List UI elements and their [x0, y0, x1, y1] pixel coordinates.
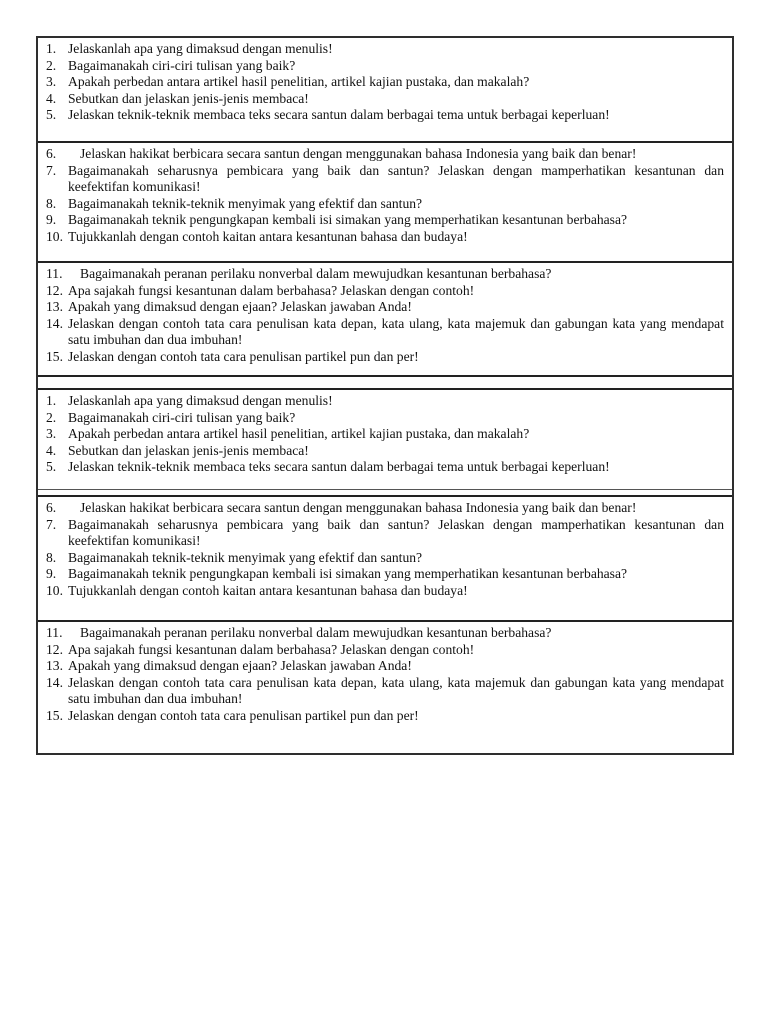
item-number: 4. — [46, 90, 57, 106]
item-text: Tujukkanlah dengan contoh kaitan antara kesantunan bahasa dan budaya! — [68, 582, 468, 598]
question-item — [46, 625, 724, 642]
item-text: Bagaimanakah ciri-ciri tulisan yang baik? — [68, 409, 296, 425]
item-text: Jelaskan teknik-teknik membaca teks secara santun dalam berbagai tema untuk berbagai keperluan! — [68, 459, 610, 475]
item-text: Jelaskan dengan contoh tata cara penulisan kata depan, kata ulang, kata majemuk dan gabungan kata yang mendapat satu imbuhan dan dua imbuhan! — [68, 315, 724, 348]
item-number: 14. — [46, 315, 63, 331]
item-number: 10. — [46, 582, 63, 598]
question-item — [46, 410, 724, 427]
item-number: 6. — [46, 146, 57, 161]
question-item — [46, 107, 724, 124]
item-text: Bagaimanakah peranan perilaku nonverbal dalam mewujudkan kesantunan berbahasa? — [80, 625, 552, 640]
question-item — [46, 500, 724, 517]
item-number: 15. — [46, 348, 63, 364]
item-text: Jelaskan dengan contoh tata cara penulisan partikel pun dan per! — [68, 348, 419, 364]
item-text: Bagaimanakah ciri-ciri tulisan yang baik? — [68, 57, 296, 73]
item-text: Bagaimanakah seharusnya pembicara yang baik dan santun? Jelaskan dengan mamperhatikan kesantunan dan keefektifan komunikasi! — [68, 162, 724, 195]
item-number: 9. — [46, 566, 57, 582]
item-number: 11. — [46, 266, 63, 281]
item-number: 3. — [46, 426, 57, 442]
question-item — [46, 41, 724, 58]
item-number: 5. — [46, 459, 57, 475]
item-text: Sebutkan dan jelaskan jenis-jenis membaca! — [68, 90, 309, 106]
item-number: 3. — [46, 74, 57, 90]
item-number: 2. — [46, 409, 57, 425]
item-text: Jelaskan hakikat berbicara secara santun dengan menggunakan bahasa Indonesia yang baik dan benar! — [80, 500, 637, 515]
item-number: 2. — [46, 57, 57, 73]
question-item — [46, 443, 724, 460]
question-item — [46, 229, 724, 246]
item-text: Jelaskan teknik-teknik membaca teks secara santun dalam berbagai tema untuk berbagai keperluan! — [68, 107, 610, 123]
question-item — [46, 550, 724, 567]
question-item — [46, 299, 724, 316]
item-number: 13. — [46, 658, 63, 674]
question-item — [46, 642, 724, 659]
item-number: 1. — [46, 393, 57, 408]
item-number: 15. — [46, 707, 63, 723]
item-text: Jelaskan hakikat berbicara secara santun dengan menggunakan bahasa Indonesia yang baik dan benar! — [80, 146, 637, 161]
question-item — [46, 146, 724, 163]
item-text: Apakah yang dimaksud dengan ejaan? Jelaskan jawaban Anda! — [68, 658, 412, 674]
item-number: 8. — [46, 549, 57, 565]
item-text: Apa sajakah fungsi kesantunan dalam berbahasa? Jelaskan dengan contoh! — [68, 641, 475, 657]
question-sheet — [36, 36, 734, 755]
item-number: 12. — [46, 641, 63, 657]
question-box-3 — [38, 263, 732, 375]
item-text: Sebutkan dan jelaskan jenis-jenis membaca! — [68, 442, 309, 458]
item-text: Bagaimanakah teknik pengungkapan kembali isi simakan yang memperhatikan kesantunan berbahasa? — [68, 566, 628, 582]
question-item — [46, 708, 724, 725]
question-item — [46, 266, 724, 283]
item-text: Jelaskanlah apa yang dimaksud dengan menulis! — [68, 393, 333, 408]
question-item — [46, 675, 724, 708]
question-item — [46, 196, 724, 213]
question-item — [46, 517, 724, 550]
item-number: 12. — [46, 282, 63, 298]
item-text: Apakah perbedan antara artikel hasil penelitian, artikel kajian pustaka, dan makalah? — [68, 426, 530, 442]
item-number: 8. — [46, 195, 57, 211]
item-text: Jelaskan dengan contoh tata cara penulisan kata depan, kata ulang, kata majemuk dan gabungan kata yang mendapat satu imbuhan dan dua imbuhan! — [68, 674, 724, 707]
item-number: 14. — [46, 674, 63, 690]
question-box-5 — [38, 497, 732, 620]
question-item — [46, 583, 724, 600]
question-item — [46, 316, 724, 349]
question-item — [46, 349, 724, 366]
item-text: Apa sajakah fungsi kesantunan dalam berbahasa? Jelaskan dengan contoh! — [68, 282, 475, 298]
box-gap — [38, 375, 732, 390]
item-number: 13. — [46, 299, 63, 315]
item-text: Apakah yang dimaksud dengan ejaan? Jelaskan jawaban Anda! — [68, 299, 412, 315]
question-item — [46, 74, 724, 91]
item-text: Bagaimanakah teknik-teknik menyimak yang efektif dan santun? — [68, 195, 423, 211]
question-item — [46, 163, 724, 196]
item-number: 5. — [46, 107, 57, 123]
item-text: Jelaskanlah apa yang dimaksud dengan menulis! — [68, 41, 333, 56]
question-item — [46, 426, 724, 443]
item-text: Jelaskan dengan contoh tata cara penulisan partikel pun dan per! — [68, 707, 419, 723]
question-item — [46, 212, 724, 229]
item-number: 7. — [46, 516, 57, 532]
item-number: 4. — [46, 442, 57, 458]
question-item — [46, 58, 724, 75]
item-number: 7. — [46, 162, 57, 178]
question-box-4 — [38, 390, 732, 489]
question-item — [46, 566, 724, 583]
question-item — [46, 459, 724, 476]
question-item — [46, 658, 724, 675]
question-box-2 — [38, 143, 732, 261]
item-number: 6. — [46, 500, 57, 515]
item-text: Bagaimanakah seharusnya pembicara yang baik dan santun? Jelaskan dengan mamperhatikan kesantunan dan keefektifan komunikasi! — [68, 516, 724, 549]
item-text: Bagaimanakah peranan perilaku nonverbal dalam mewujudkan kesantunan berbahasa? — [80, 266, 552, 281]
item-number: 1. — [46, 41, 57, 56]
question-box-6 — [38, 622, 732, 753]
box-gap — [38, 489, 732, 497]
question-item — [46, 91, 724, 108]
item-text: Bagaimanakah teknik-teknik menyimak yang efektif dan santun? — [68, 549, 423, 565]
item-text: Tujukkanlah dengan contoh kaitan antara kesantunan bahasa dan budaya! — [68, 228, 468, 244]
item-number: 10. — [46, 228, 63, 244]
item-text: Apakah perbedan antara artikel hasil penelitian, artikel kajian pustaka, dan makalah? — [68, 74, 530, 90]
item-number: 9. — [46, 212, 57, 228]
question-box-1 — [38, 38, 732, 141]
question-item — [46, 283, 724, 300]
item-text: Bagaimanakah teknik pengungkapan kembali isi simakan yang memperhatikan kesantunan berbahasa? — [68, 212, 628, 228]
item-number: 11. — [46, 625, 63, 640]
question-item — [46, 393, 724, 410]
